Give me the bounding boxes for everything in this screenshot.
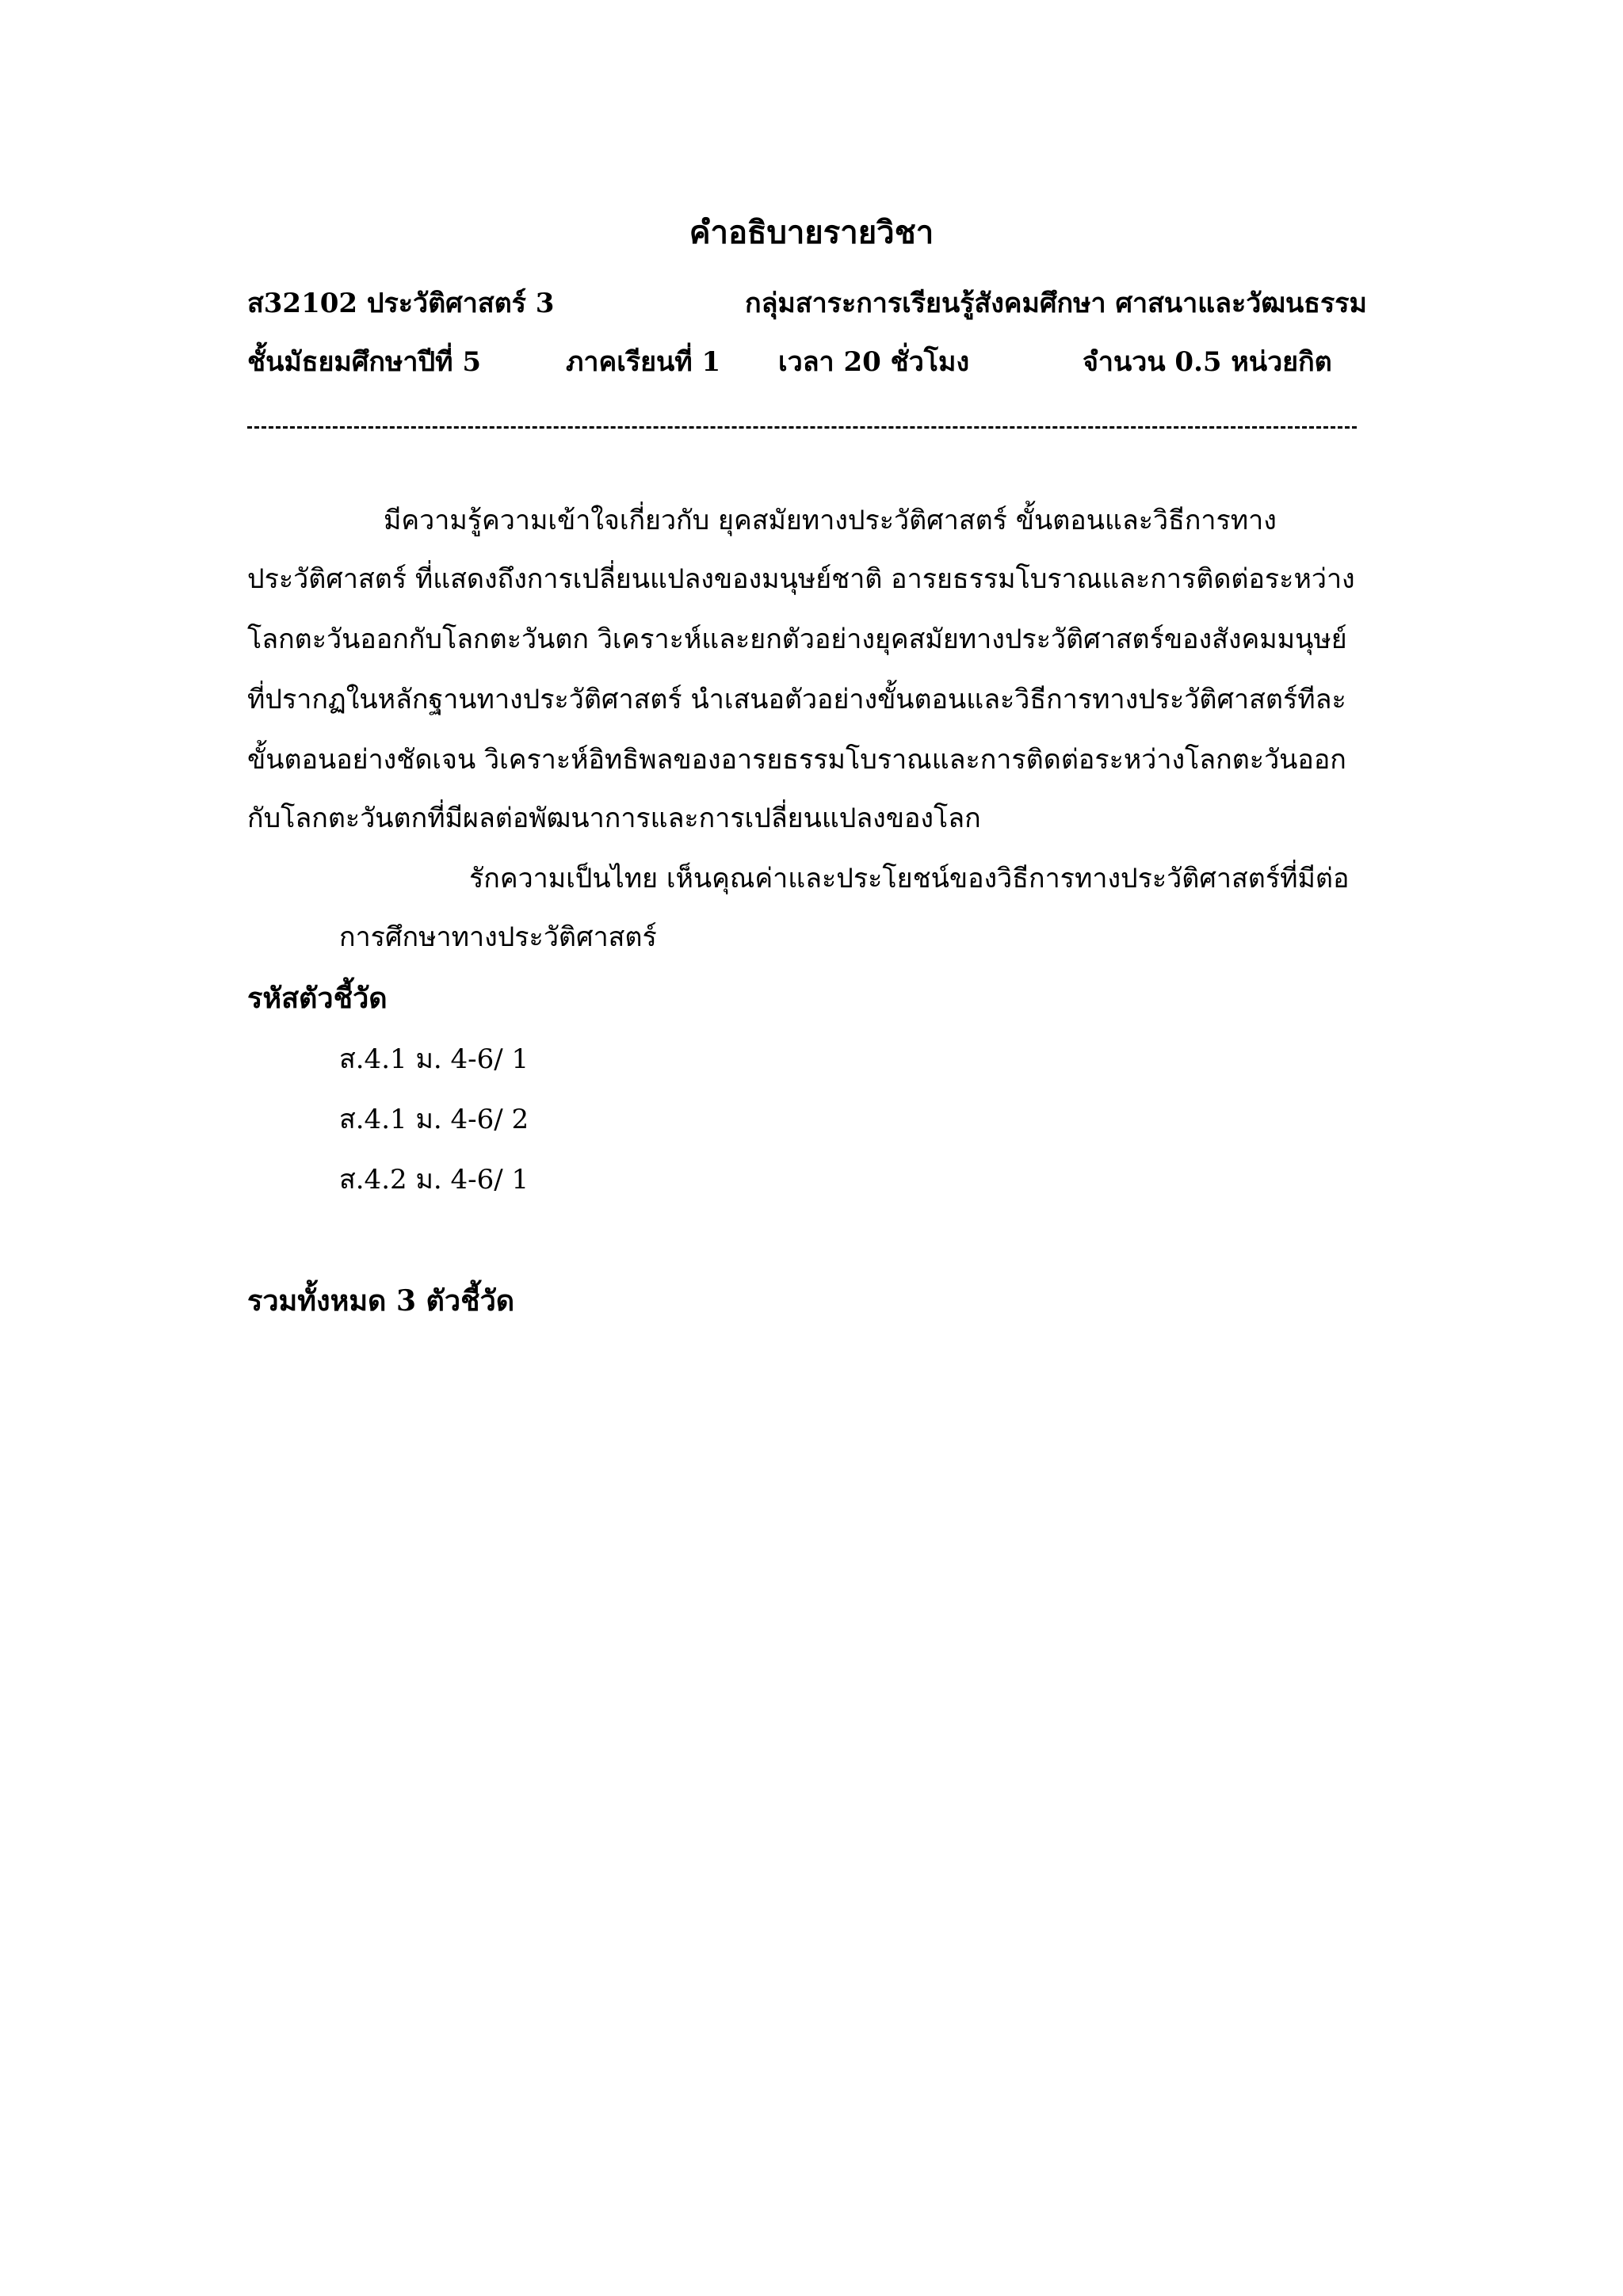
indicator-code: ส.4.1 ม. 4-6/ 2 [339, 1104, 529, 1135]
study-hours: เวลา 20 ชั่วโมง [778, 346, 970, 378]
dashed-separator [247, 426, 1357, 429]
attitude-line: การศึกษาทางประวัติศาสตร์ [339, 921, 657, 953]
course-code-name: ส32102 ประวัติศาสตร์ 3 [247, 288, 555, 319]
description-line: ประวัติศาสตร์ ที่แสดงถึงการเปลี่ยนแปลงของมนุษย์ชาติ อารยธรรมโบราณและการติดต่อระหว่าง [247, 563, 1355, 595]
credit-units: จำนวน 0.5 หน่วยกิต [1083, 346, 1332, 378]
indicator-code: ส.4.2 ม. 4-6/ 1 [339, 1164, 529, 1196]
semester: ภาคเรียนที่ 1 [566, 346, 721, 378]
description-line: ที่ปรากฏในหลักฐานทางประวัติศาสตร์ นำเสนอตัวอย่างขั้นตอนและวิธีการทางประวัติศาสตร์ทีละ [247, 684, 1346, 715]
description-line: โลกตะวันออกกับโลกตะวันตก วิเคราะห์และยกตัวอย่างยุคสมัยทางประวัติศาสตร์ของสังคมมนุษย์ [247, 624, 1347, 655]
indicator-code: ส.4.1 ม. 4-6/ 1 [339, 1043, 529, 1075]
attitude-line: รักความเป็นไทย เห็นคุณค่าและประโยชน์ของวิธีการทางประวัติศาสตร์ที่มีต่อ [469, 863, 1350, 894]
page-title: คำอธิบายรายวิชา [689, 214, 934, 251]
description-line: มีความรู้ความเข้าใจเกี่ยวกับ ยุคสมัยทางประวัติศาสตร์ ขั้นตอนและวิธีการทาง [384, 505, 1277, 536]
grade-level: ชั้นมัธยมศึกษาปีที่ 5 [247, 346, 481, 378]
indicator-section-label: รหัสตัวชี้วัด [247, 982, 388, 1015]
description-line: ขั้นตอนอย่างชัดเจน วิเคราะห์อิทธิพลของอารยธรรมโบราณและการติดต่อระหว่างโลกตะวันออก [247, 744, 1346, 776]
learning-area-group: กลุ่มสาระการเรียนรู้สังคมศึกษา ศาสนาและวัฒนธรรม [745, 288, 1367, 319]
indicator-total: รวมทั้งหมด 3 ตัวชี้วัด [247, 1284, 515, 1318]
description-line: กับโลกตะวันตกที่มีผลต่อพัฒนาการและการเปลี่ยนแปลงของโลก [247, 803, 981, 834]
